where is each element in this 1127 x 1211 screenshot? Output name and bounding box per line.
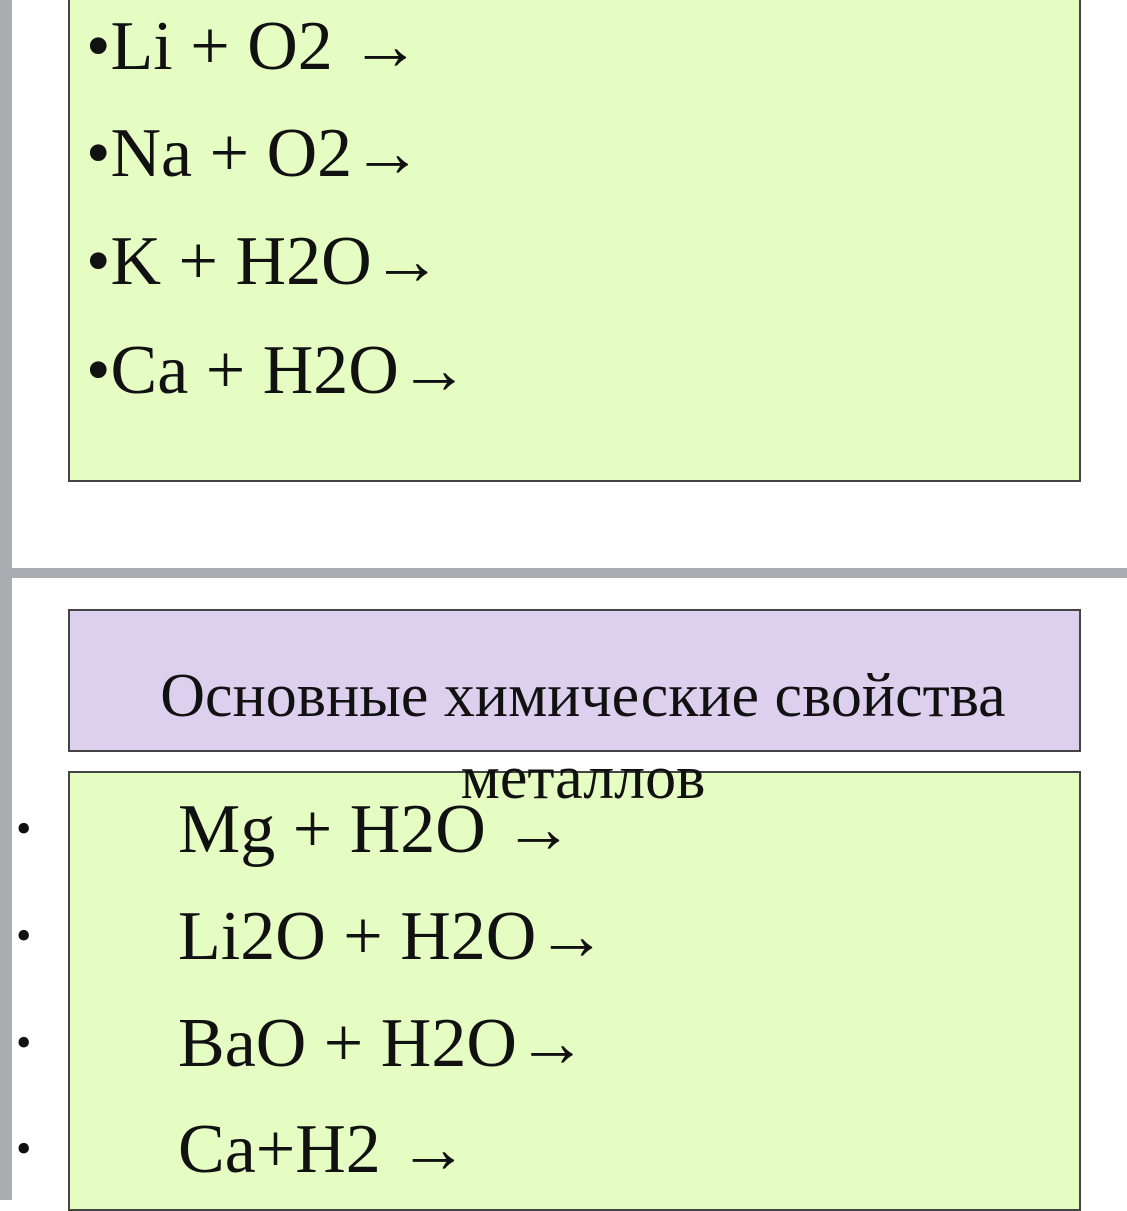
list-bullet: • <box>16 911 32 960</box>
equation-line: •Na + O2→ <box>86 115 423 192</box>
equation-line: Mg + H2O → <box>178 791 574 868</box>
equation-box-top <box>68 0 1081 482</box>
equation-line: Ca+H2 → <box>178 1111 469 1188</box>
slide-top <box>12 0 1127 568</box>
list-bullet: • <box>16 1124 32 1173</box>
slide-left-edge <box>0 0 12 1200</box>
slide-title: Основные химические свойства металлов <box>160 662 1006 812</box>
equation-box-bottom <box>68 771 1081 1211</box>
equation-line: •Li + O2 → <box>86 8 421 85</box>
list-bullet: • <box>16 1018 32 1067</box>
equation-line: •K + H2O→ <box>86 223 442 300</box>
slide-separator <box>12 568 1127 578</box>
equation-line: •Ca + H2O→ <box>86 332 469 409</box>
slide-bottom <box>12 578 1127 1200</box>
equation-line: BaO + H2O→ <box>178 1005 587 1082</box>
list-bullet: • <box>16 804 32 853</box>
equation-line: Li2O + H2O→ <box>178 898 607 975</box>
title-box <box>68 609 1081 752</box>
